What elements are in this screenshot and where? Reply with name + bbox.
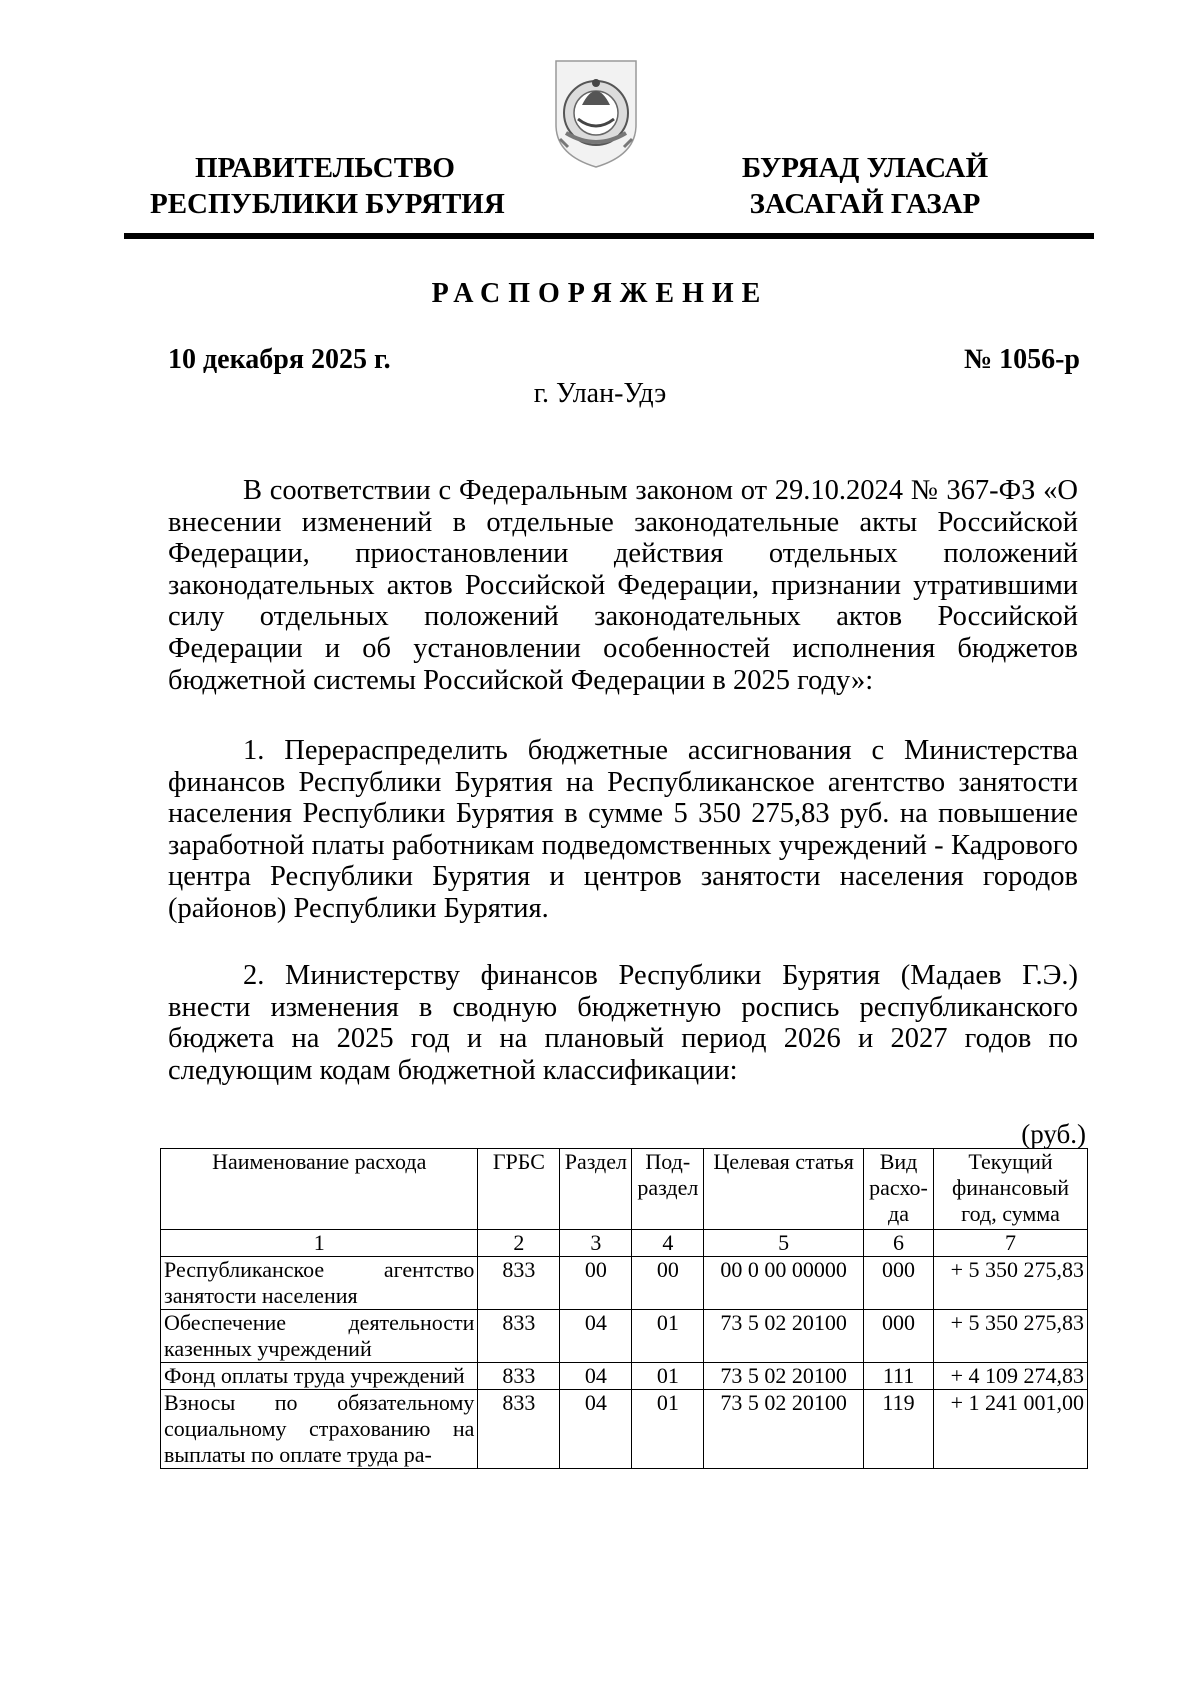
header-summa: Текущий финансовый год, сумма [934,1149,1088,1230]
row-razdel: 04 [560,1310,632,1363]
row-sum: + 4 109 274,83 [934,1363,1088,1390]
table-unit-label: (руб.) [1021,1119,1086,1149]
document-type-title: РАСПОРЯЖЕНИЕ [431,278,769,309]
row-cs: 73 5 02 20100 [704,1310,864,1363]
table-row [161,1257,1088,1310]
table-column-number-row [161,1230,1088,1257]
header-podrazdel: Под-раздел [632,1149,704,1230]
row-vr: 111 [864,1363,934,1390]
budget-table [160,1148,1088,1469]
row-podrazdel: 01 [632,1363,704,1390]
header-grbs: ГРБС [478,1149,560,1230]
row-vr: 000 [864,1257,934,1310]
row-name: Обеспечение деятельности казенных учреждений [161,1310,478,1363]
header-celevaya-statya: Целевая статья [704,1149,864,1230]
row-vr: 000 [864,1310,934,1363]
row-sum: + 5 350 275,83 [934,1257,1088,1310]
col-number: 6 [864,1230,934,1257]
row-name: Фонд оплаты труда учреждений [161,1363,478,1390]
row-razdel: 04 [560,1390,632,1469]
table-row [161,1363,1088,1390]
row-razdel: 04 [560,1363,632,1390]
document-date: 10 декабря 2025 г. [168,344,391,375]
table-row [161,1310,1088,1363]
col-number: 5 [704,1230,864,1257]
document-number: № 1056-р [963,344,1080,375]
header-right-line2: ЗАСАГАЙ ГАЗАР [749,188,981,220]
row-name: Республиканское агентство занятости населения [161,1257,478,1310]
header-left-line2: РЕСПУБЛИКИ БУРЯТИЯ [150,188,505,220]
header-vid-rashoda: Вид расхо-да [864,1149,934,1230]
row-grbs: 833 [478,1390,560,1469]
row-grbs: 833 [478,1310,560,1363]
row-cs: 73 5 02 20100 [704,1363,864,1390]
row-podrazdel: 01 [632,1390,704,1469]
header-name: Наименование расхода [161,1149,478,1230]
preamble-paragraph: В соответствии с Федеральным законом от 29.10.2024 № 367-ФЗ «О внесении изменений в отдельные законодательные акты Российской Федерации, приостановлении действия отдельных положений законодательных актов Российской Федерации, признании утратившими силу отдельных положений законодательных актов Российской Федерации и об установлении особенностей исполнения бюджетов бюджетной системы Российской Федерации в 2025 году»: [168,475,1078,696]
table-row [161,1390,1088,1469]
row-grbs: 833 [478,1363,560,1390]
document-city: г. Улан-Удэ [533,378,667,409]
col-number: 2 [478,1230,560,1257]
header-divider [124,233,1094,239]
coat-of-arms-icon [548,55,644,171]
row-sum: + 5 350 275,83 [934,1310,1088,1363]
clause-2-paragraph: 2. Министерству финансов Республики Бурятия (Мадаев Г.Э.) внести изменения в сводную бюджетную роспись республиканского бюджета на 2025 год и на плановый период 2026 и 2027 годов по следующим кодам бюджетной классификации: [168,960,1078,1086]
row-sum: + 1 241 001,00 [934,1390,1088,1469]
col-number: 1 [161,1230,478,1257]
row-cs: 00 0 00 00000 [704,1257,864,1310]
row-vr: 119 [864,1390,934,1469]
row-podrazdel: 00 [632,1257,704,1310]
clause-1-paragraph: 1. Перераспределить бюджетные ассигнования с Министерства финансов Республики Бурятия на Республиканское агентство занятости населения Республики Бурятия в сумме 5 350 275,83 руб. на повышение заработной платы работникам подведомственных учреждений - Кадрового центра Республики Бурятия и центров занятости населения городов (районов) Республики Бурятия. [168,735,1078,924]
col-number: 3 [560,1230,632,1257]
row-name: Взносы по обязательному социальному страхованию на выплаты по оплате труда ра- [161,1390,478,1469]
row-cs: 73 5 02 20100 [704,1390,864,1469]
header-razdel: Раздел [560,1149,632,1230]
header-left-line1: ПРАВИТЕЛЬСТВО [195,152,455,184]
col-number: 4 [632,1230,704,1257]
row-podrazdel: 01 [632,1310,704,1363]
header-right [690,150,1040,222]
row-grbs: 833 [478,1257,560,1310]
row-razdel: 00 [560,1257,632,1310]
header-right-line1: БУРЯАД УЛАСАЙ [741,152,989,184]
table-header-row [161,1149,1088,1230]
col-number: 7 [934,1230,1088,1257]
header-left [150,150,505,222]
